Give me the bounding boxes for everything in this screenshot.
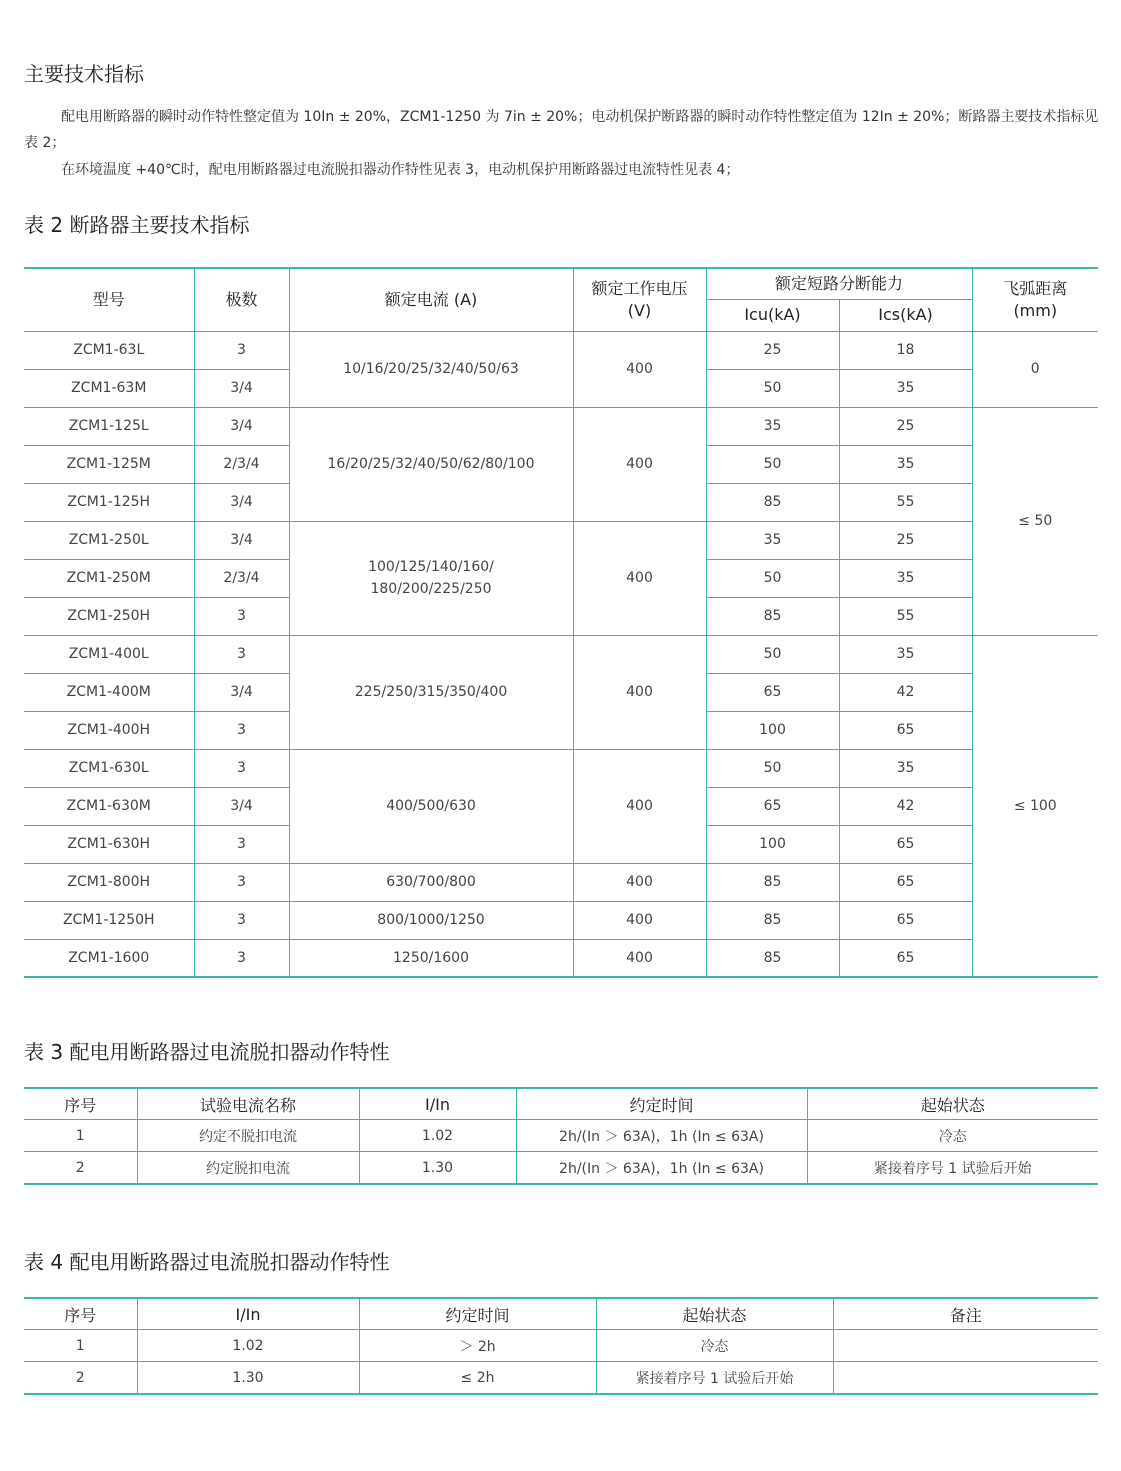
icu-cell: 35 — [706, 521, 839, 559]
poles-cell: 3 — [194, 597, 289, 635]
model-cell: ZCM1-1600 — [24, 939, 194, 977]
arc-cell: ≤ 50 — [972, 407, 1098, 635]
voltage-cell: 400 — [573, 939, 706, 977]
header-rated-voltage-line2: (V) — [627, 300, 652, 320]
ics-cell: 35 — [839, 749, 972, 787]
t4-header-remarks: 备注 — [833, 1298, 1098, 1330]
model-cell: ZCM1-125M — [24, 445, 194, 483]
model-cell: ZCM1-630L — [24, 749, 194, 787]
header-rated-voltage-line1: 额定工作电压 — [591, 278, 688, 298]
current-cell: 16/20/25/32/40/50/62/80/100 — [289, 407, 573, 521]
voltage-cell: 400 — [573, 863, 706, 901]
model-cell: ZCM1-63L — [24, 331, 194, 369]
table-row — [24, 635, 1098, 673]
t4-header-no: 序号 — [24, 1298, 137, 1330]
t4-header-initial-state: 起始状态 — [596, 1298, 833, 1330]
arc-cell: ≤ 100 — [972, 635, 1098, 977]
paragraph-1-text: 配电用断路器的瞬时动作特性整定值为 10In ± 20%，ZCM1-1250 为 7in ± 20%；电动机保护断路器的瞬时动作特性整定值为 12In ± 20%；断路器主要技术指标见表 2； — [24, 109, 1099, 151]
t4-header-time: 约定时间 — [359, 1298, 596, 1330]
model-cell: ZCM1-400H — [24, 711, 194, 749]
table-row — [24, 901, 1098, 939]
model-cell: ZCM1-250L — [24, 521, 194, 559]
icu-cell: 65 — [706, 673, 839, 711]
current-cell: 400/500/630 — [289, 749, 573, 863]
model-cell: ZCM1-400M — [24, 673, 194, 711]
ics-cell: 42 — [839, 787, 972, 825]
t3-cell: 约定脱扣电流 — [137, 1152, 359, 1185]
voltage-cell: 400 — [573, 901, 706, 939]
icu-cell: 50 — [706, 445, 839, 483]
t4-cell: ≤ 2h — [359, 1362, 596, 1395]
t4-cell: 紧接着序号 1 试验后开始 — [596, 1362, 833, 1395]
ics-cell: 25 — [839, 407, 972, 445]
icu-cell: 100 — [706, 825, 839, 863]
model-cell: ZCM1-1250H — [24, 901, 194, 939]
table-row — [24, 863, 1098, 901]
poles-cell: 3 — [194, 635, 289, 673]
table-row — [24, 331, 1098, 369]
ics-cell: 35 — [839, 559, 972, 597]
icu-cell: 100 — [706, 711, 839, 749]
poles-cell: 3 — [194, 825, 289, 863]
t4-cell: ＞ 2h — [359, 1330, 596, 1362]
table-row — [24, 1120, 1098, 1152]
current-cell: 225/250/315/350/400 — [289, 635, 573, 749]
specs-table — [24, 267, 1098, 978]
table2-title: 表 2 断路器主要技术指标 — [24, 213, 250, 237]
t3-cell: 约定不脱扣电流 — [137, 1120, 359, 1152]
paragraph-2-text: 在环境温度 +40℃时，配电用断路器过电流脱扣器动作特性见表 3，电动机保护用断路器过电流特性见表 4； — [61, 162, 740, 178]
current-cell: 1250/1600 — [289, 939, 573, 977]
current-cell: 630/700/800 — [289, 863, 573, 901]
header-rated-voltage — [573, 268, 706, 331]
icu-cell: 50 — [706, 749, 839, 787]
icu-cell: 50 — [706, 635, 839, 673]
t3-cell: 1.30 — [359, 1152, 516, 1185]
table-row — [24, 749, 1098, 787]
current-cell — [289, 521, 573, 635]
t3-header-no: 序号 — [24, 1088, 137, 1120]
ics-cell: 55 — [839, 597, 972, 635]
icu-cell: 65 — [706, 787, 839, 825]
poles-cell: 3/4 — [194, 521, 289, 559]
t4-cell: 1.30 — [137, 1362, 359, 1395]
ics-cell: 18 — [839, 331, 972, 369]
table-row — [24, 521, 1098, 559]
t4-cell — [833, 1362, 1098, 1395]
header-model: 型号 — [24, 268, 194, 331]
table-row — [24, 1330, 1098, 1362]
table4 — [24, 1297, 1098, 1395]
model-cell: ZCM1-630H — [24, 825, 194, 863]
model-cell: ZCM1-800H — [24, 863, 194, 901]
t3-cell: 2h/(In ＞ 63A)，1h (In ≤ 63A) — [516, 1120, 807, 1152]
poles-cell: 3 — [194, 901, 289, 939]
header-arc-line1: 飞弧距离 — [1003, 278, 1068, 298]
icu-cell: 85 — [706, 863, 839, 901]
poles-cell: 3/4 — [194, 787, 289, 825]
table-row — [24, 407, 1098, 445]
t3-header-ratio: I/In — [359, 1088, 516, 1120]
ics-cell: 65 — [839, 711, 972, 749]
ics-cell: 55 — [839, 483, 972, 521]
ics-cell: 65 — [839, 863, 972, 901]
paragraph-1 — [24, 104, 1100, 156]
poles-cell: 3/4 — [194, 407, 289, 445]
poles-cell: 3 — [194, 711, 289, 749]
ics-cell: 35 — [839, 369, 972, 407]
t4-cell: 1.02 — [137, 1330, 359, 1362]
t3-cell: 冷态 — [807, 1120, 1098, 1152]
header-arc-distance — [972, 268, 1098, 331]
icu-cell: 50 — [706, 559, 839, 597]
t3-cell: 2h/(In ＞ 63A)，1h (In ≤ 63A) — [516, 1152, 807, 1185]
icu-cell: 50 — [706, 369, 839, 407]
ics-cell: 35 — [839, 445, 972, 483]
voltage-cell: 400 — [573, 749, 706, 863]
t4-header-ratio: I/In — [137, 1298, 359, 1330]
icu-cell: 85 — [706, 597, 839, 635]
t4-cell: 冷态 — [596, 1330, 833, 1362]
current-cell: 10/16/20/25/32/40/50/63 — [289, 331, 573, 407]
voltage-cell: 400 — [573, 635, 706, 749]
model-cell: ZCM1-250H — [24, 597, 194, 635]
ics-cell: 65 — [839, 825, 972, 863]
model-cell: ZCM1-400L — [24, 635, 194, 673]
voltage-cell: 400 — [573, 521, 706, 635]
poles-cell: 3/4 — [194, 673, 289, 711]
ics-cell: 65 — [839, 939, 972, 977]
t4-cell: 2 — [24, 1362, 137, 1395]
table-row — [24, 1152, 1098, 1185]
model-cell: ZCM1-250M — [24, 559, 194, 597]
paragraph-2 — [24, 157, 1100, 183]
section-title: 主要技术指标 — [24, 62, 144, 86]
model-cell: ZCM1-125H — [24, 483, 194, 521]
icu-cell: 85 — [706, 939, 839, 977]
model-cell: ZCM1-125L — [24, 407, 194, 445]
poles-cell: 3/4 — [194, 483, 289, 521]
t3-header-test-current: 试验电流名称 — [137, 1088, 359, 1120]
voltage-cell: 400 — [573, 331, 706, 407]
t3-header-initial-state: 起始状态 — [807, 1088, 1098, 1120]
header-breaking-capacity: 额定短路分断能力 — [706, 268, 972, 299]
ics-cell: 65 — [839, 901, 972, 939]
poles-cell: 3 — [194, 331, 289, 369]
arc-cell: 0 — [972, 331, 1098, 407]
t3-cell: 1 — [24, 1120, 137, 1152]
t4-cell: 1 — [24, 1330, 137, 1362]
poles-cell: 3 — [194, 749, 289, 787]
ics-cell: 35 — [839, 635, 972, 673]
t3-cell: 1.02 — [359, 1120, 516, 1152]
poles-cell: 2/3/4 — [194, 559, 289, 597]
poles-cell: 3 — [194, 939, 289, 977]
header-icu: Icu(kA) — [706, 299, 839, 331]
poles-cell: 2/3/4 — [194, 445, 289, 483]
ics-cell: 25 — [839, 521, 972, 559]
t3-cell: 2 — [24, 1152, 137, 1185]
icu-cell: 85 — [706, 901, 839, 939]
poles-cell: 3 — [194, 863, 289, 901]
ics-cell: 42 — [839, 673, 972, 711]
t4-cell — [833, 1330, 1098, 1362]
current-line2: 180/200/225/250 — [370, 581, 492, 597]
table-row — [24, 1362, 1098, 1395]
header-arc-line2: (mm) — [1013, 300, 1058, 320]
current-cell: 800/1000/1250 — [289, 901, 573, 939]
voltage-cell: 400 — [573, 407, 706, 521]
header-rated-current: 额定电流 (A) — [289, 268, 573, 331]
model-cell: ZCM1-63M — [24, 369, 194, 407]
icu-cell: 85 — [706, 483, 839, 521]
table-row — [24, 939, 1098, 977]
t3-header-time: 约定时间 — [516, 1088, 807, 1120]
header-poles: 极数 — [194, 268, 289, 331]
poles-cell: 3/4 — [194, 369, 289, 407]
model-cell: ZCM1-630M — [24, 787, 194, 825]
table4-title: 表 4 配电用断路器过电流脱扣器动作特性 — [24, 1250, 390, 1274]
icu-cell: 25 — [706, 331, 839, 369]
table3-title: 表 3 配电用断路器过电流脱扣器动作特性 — [24, 1040, 390, 1064]
header-ics: Ics(kA) — [839, 299, 972, 331]
table3 — [24, 1087, 1098, 1185]
current-line1: 100/125/140/160/ — [368, 559, 494, 575]
t3-cell: 紧接着序号 1 试验后开始 — [807, 1152, 1098, 1185]
icu-cell: 35 — [706, 407, 839, 445]
